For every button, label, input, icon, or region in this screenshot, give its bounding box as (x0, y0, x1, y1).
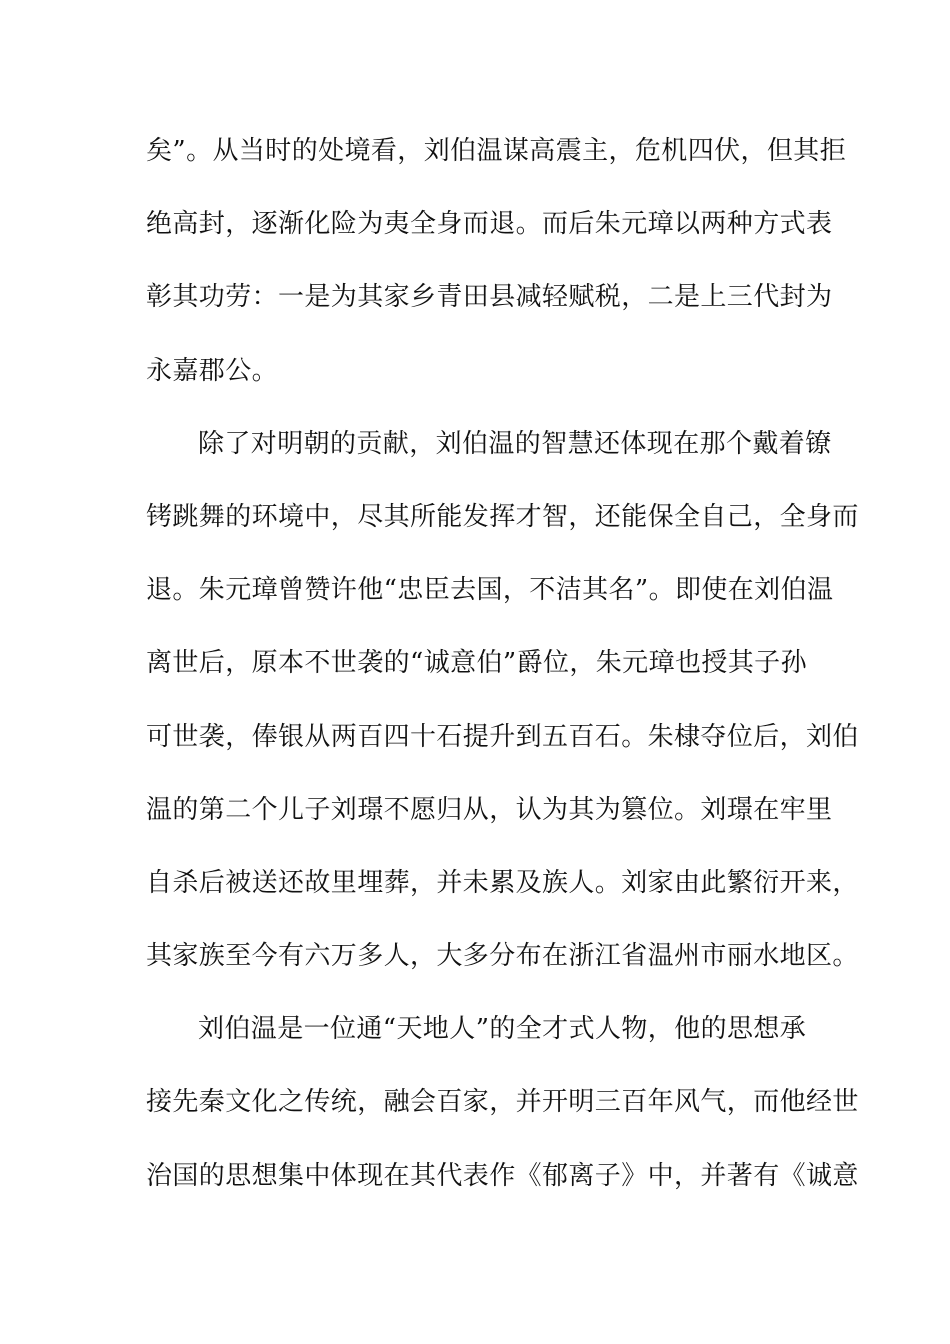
text-line: 可世袭，俸银从两百四十石提升到五百石。朱棣夺位后，刘伯 (146, 721, 859, 752)
text-line: 矣”。从当时的处境看，刘伯温谋高震主，危机四伏，但其拒 (146, 136, 847, 166)
text-line: 离世后，原本不世袭的“诚意伯”爵位，朱元璋也授其子孙 (146, 648, 807, 679)
text-line: 绝高封，逐渐化险为夷全身而退。而后朱元璋以两种方式表 (146, 209, 833, 240)
text-line: 温的第二个儿子刘璟不愿归从，认为其为篡位。刘璟在牢里 (146, 794, 833, 825)
text-line: 接先秦文化之传统，融会百家，并开明三百年风气，而他经世 (146, 1087, 859, 1118)
text-line: 刘伯温是一位通“天地人”的全才式人物，他的思想承 (198, 1014, 807, 1045)
text-line: 治国的思想集中体现在其代表作《郁离子》中，并著有《诚意 (146, 1160, 859, 1191)
body-text (146, 126, 859, 1224)
text-line: 退。朱元璋曾赞许他“忠臣去国，不洁其名”。即使在刘伯温 (146, 575, 834, 606)
text-line: 彰其功劳：一是为其家乡青田县减轻赋税，二是上三代封为 (146, 282, 833, 313)
text-line: 自杀后被送还故里埋葬，并未累及族人。刘家由此繁衍开来， (146, 867, 859, 898)
text-line: 永嘉郡公。 (146, 355, 279, 386)
text-line: 其家族至今有六万多人，大多分布在浙江省温州市丽水地区。 (146, 941, 859, 972)
text-line: 除了对明朝的贡献，刘伯温的智慧还体现在那个戴着镣 (198, 428, 832, 459)
text-line: 铐跳舞的环境中，尽其所能发挥才智，还能保全自己，全身而 (146, 501, 859, 532)
